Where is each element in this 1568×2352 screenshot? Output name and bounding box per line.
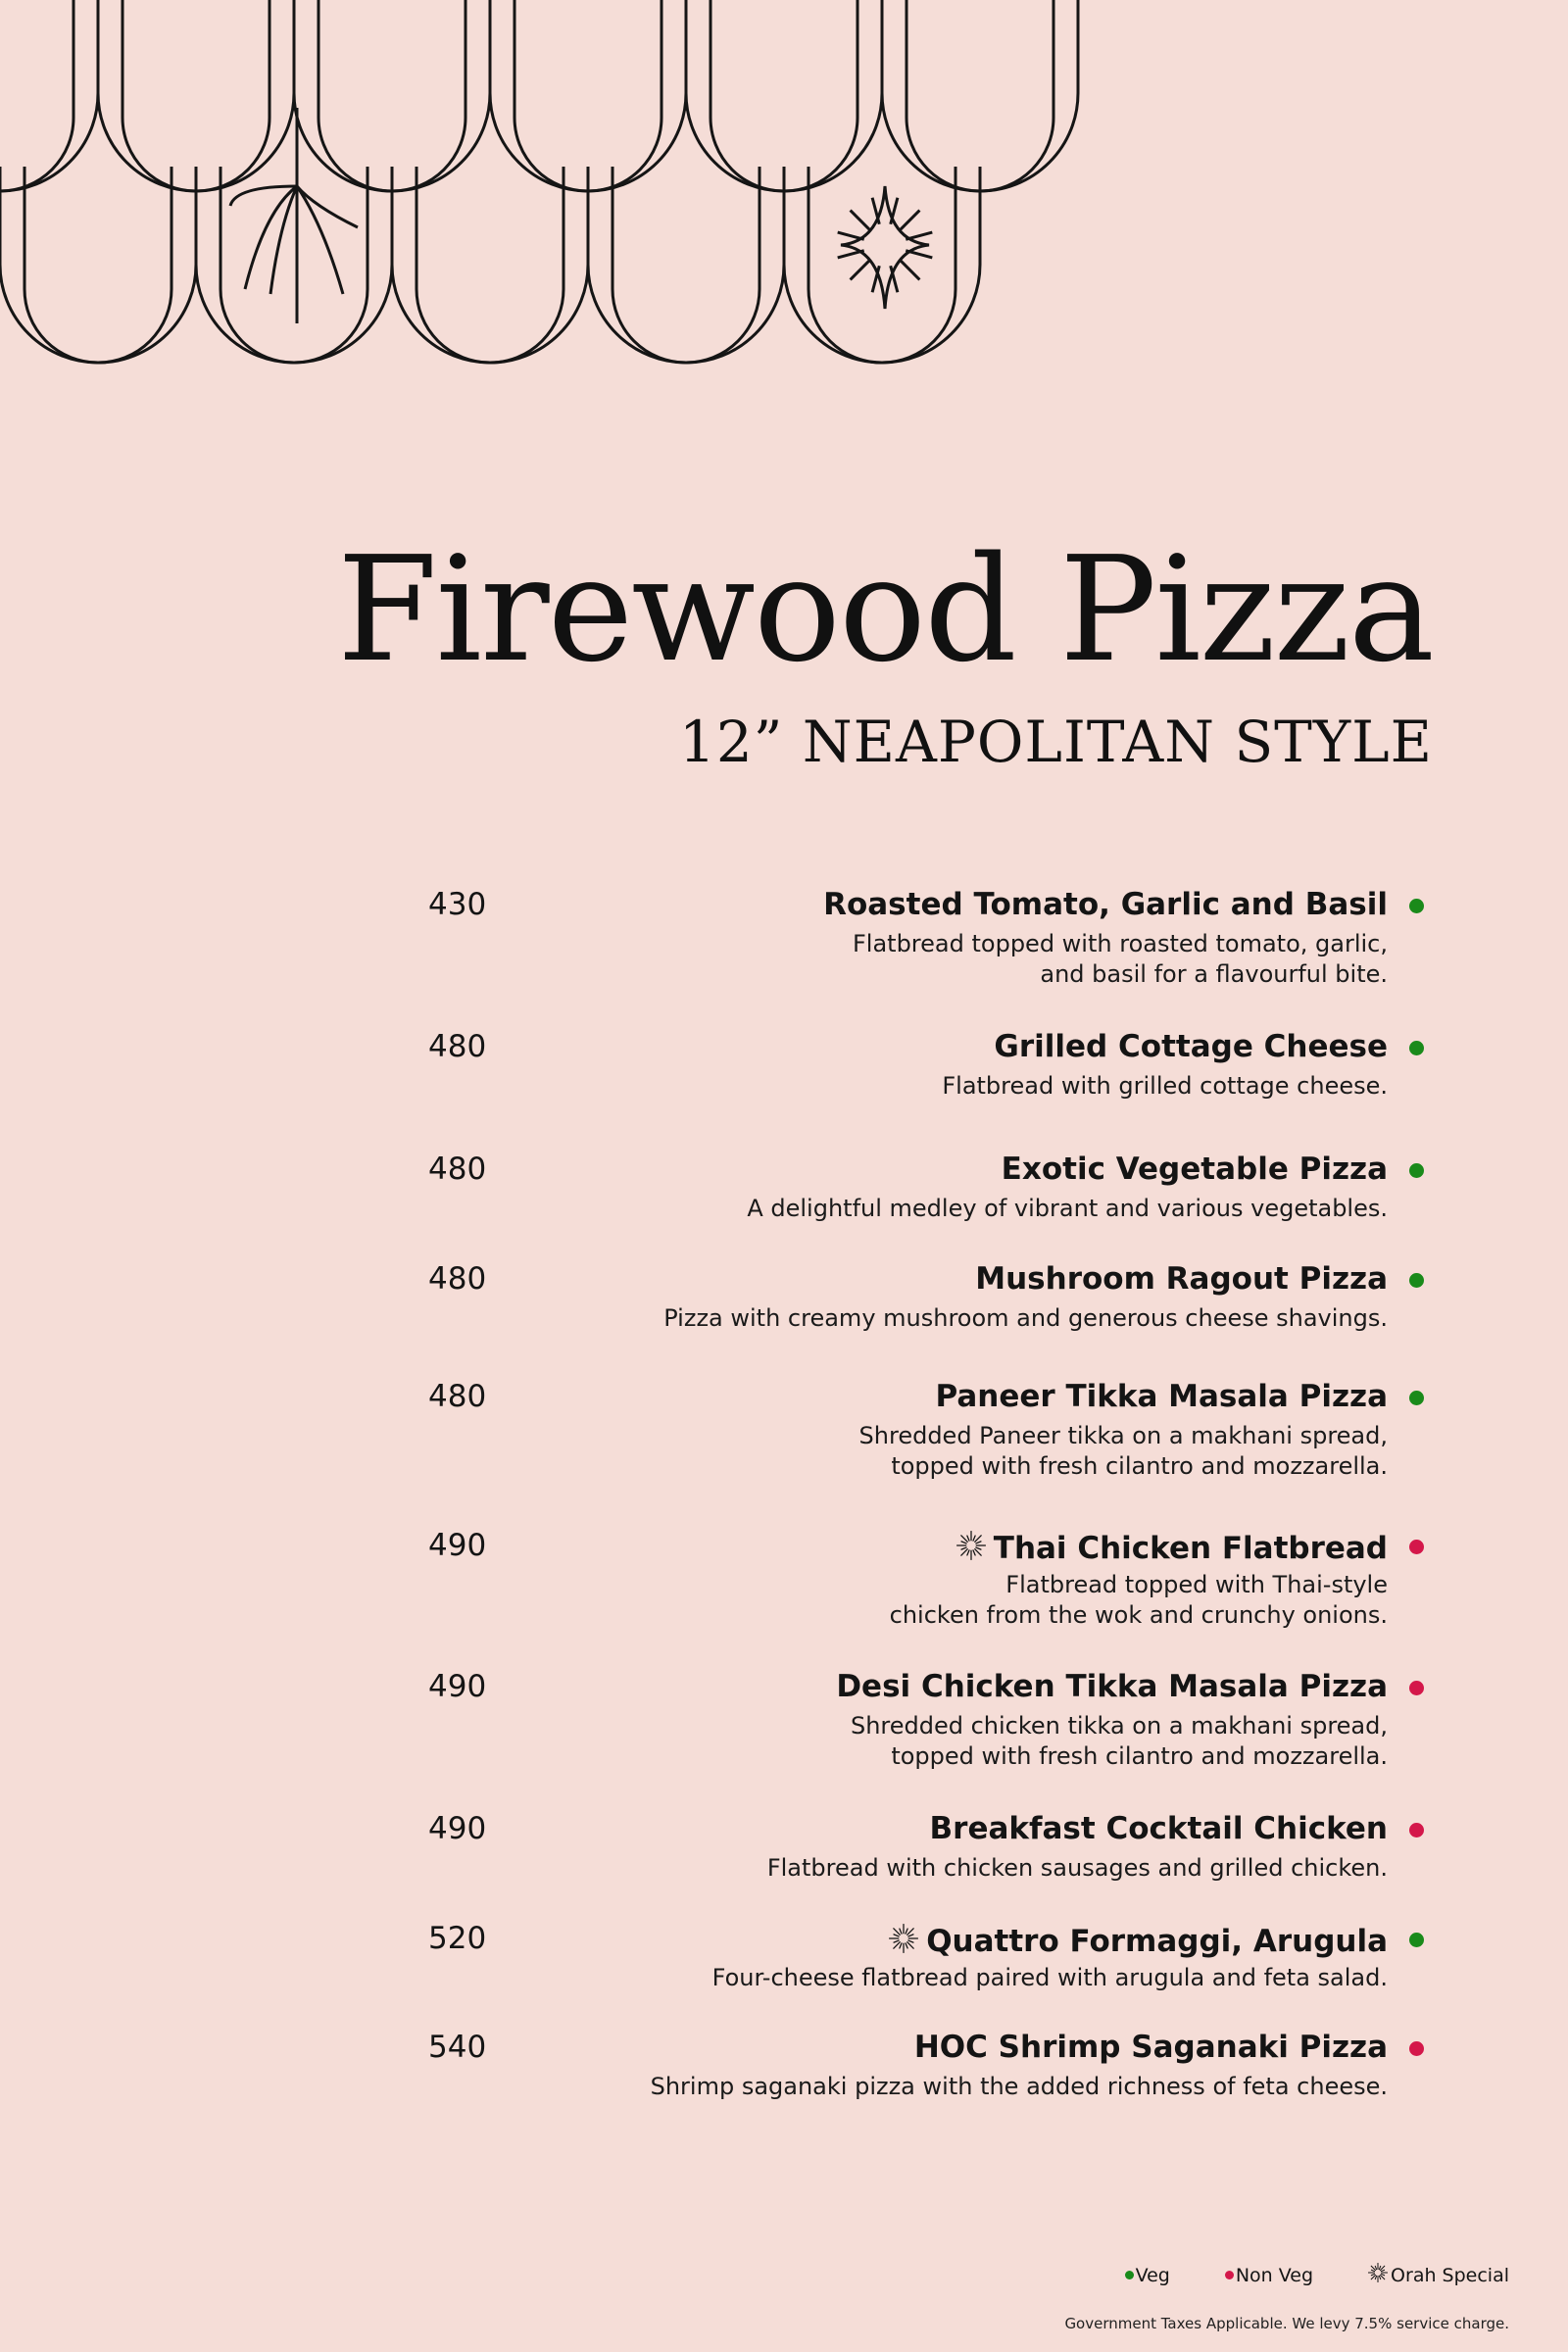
- item-description: [651, 2072, 1388, 2102]
- item-price: 490: [428, 1811, 487, 1846]
- legend-special-label: Orah Special: [1391, 2264, 1509, 2286]
- item-price: 490: [428, 1669, 487, 1704]
- item-name-row: [1002, 1154, 1388, 1185]
- item-name-row: [975, 1261, 1388, 1297]
- item-description-line: A delightful medley of vibrant and various vegetables.: [747, 1195, 1388, 1222]
- item-price: 520: [428, 1921, 487, 1956]
- item-description-line: topped with fresh cilantro and mozzarella.: [891, 1742, 1388, 1770]
- item-name-row: [956, 1531, 1388, 1566]
- item-name: Exotic Vegetable Pizza: [1001, 1152, 1388, 1187]
- item-description-line: Pizza with creamy mushroom and generous cheese shavings.: [663, 1304, 1388, 1332]
- non-veg-dot-icon: [1409, 2041, 1424, 2056]
- item-name: Desi Chicken Tikka Masala Pizza: [836, 1669, 1388, 1704]
- veg-dot-icon: [1409, 1273, 1424, 1288]
- non-veg-dot-icon: [1409, 1540, 1424, 1554]
- item-name: Mushroom Ragout Pizza: [975, 1261, 1388, 1297]
- item-name: Thai Chicken Flatbread: [993, 1530, 1388, 1566]
- non-veg-dot-icon: [1225, 2271, 1234, 2279]
- item-description-line: Shredded chicken tikka on a makhani spread,: [850, 1712, 1388, 1740]
- item-price: 480: [428, 1152, 487, 1187]
- item-name: Breakfast Cocktail Chicken: [929, 1811, 1388, 1846]
- item-name: Grilled Cottage Cheese: [994, 1029, 1388, 1064]
- item-description-line: and basil for a flavourful bite.: [1040, 960, 1388, 988]
- item-description: [851, 1711, 1388, 1772]
- veg-dot-icon: [1409, 1933, 1424, 1947]
- item-name-row: [823, 887, 1388, 922]
- legend-non-veg: [1225, 2265, 1313, 2286]
- legend-veg: [1125, 2265, 1170, 2286]
- veg-dot-icon: [1409, 1163, 1424, 1178]
- item-name-row: [935, 1379, 1388, 1414]
- item-description-line: chicken from the wok and crunchy onions.: [889, 1601, 1388, 1629]
- item-description-line: Flatbread topped with roasted tomato, garlic,: [852, 930, 1388, 957]
- item-price: 480: [428, 1029, 487, 1064]
- item-name: HOC Shrimp Saganaki Pizza: [913, 2030, 1388, 2065]
- item-description: [942, 1071, 1388, 1102]
- item-description-line: Shrimp saganaki pizza with the added richness of feta cheese.: [650, 2073, 1388, 2100]
- item-description: [712, 1963, 1388, 1993]
- item-description: [767, 1853, 1388, 1884]
- item-name: Quattro Formaggi, Arugula: [926, 1923, 1388, 1959]
- non-veg-dot-icon: [1409, 1681, 1424, 1695]
- item-description-line: Shredded Paneer tikka on a makhani spread,: [858, 1422, 1388, 1449]
- item-price: 430: [428, 887, 487, 922]
- item-name-row: [913, 2030, 1388, 2065]
- legend-special: [1368, 2263, 1509, 2287]
- veg-dot-icon: [1409, 899, 1424, 913]
- item-name-row: [994, 1029, 1388, 1064]
- non-veg-dot-icon: [1409, 1823, 1424, 1838]
- item-description-line: Flatbread with chicken sausages and grilled chicken.: [766, 1854, 1388, 1882]
- item-name-row: [929, 1811, 1388, 1846]
- item-description-line: Flatbread topped with Thai-style: [1005, 1571, 1388, 1598]
- page-subtitle: 12” NEAPOLITAN STYLE: [678, 709, 1433, 775]
- item-name: Roasted Tomato, Garlic and Basil: [823, 887, 1388, 922]
- sparkle-icon: [889, 1924, 918, 1959]
- item-description-line: topped with fresh cilantro and mozzarella.: [891, 1452, 1388, 1480]
- item-description: [663, 1303, 1388, 1334]
- item-price: 480: [428, 1379, 487, 1414]
- legend-non-veg-label: Non Veg: [1235, 2264, 1314, 2286]
- item-description-line: Flatbread with grilled cottage cheese.: [942, 1072, 1388, 1100]
- page-title: Firewood Pizza: [336, 525, 1433, 694]
- item-description: [747, 1194, 1388, 1224]
- legend: [1070, 2263, 1509, 2287]
- item-name-row: [889, 1924, 1388, 1959]
- veg-dot-icon: [1409, 1041, 1424, 1055]
- item-description: [890, 1570, 1388, 1631]
- sparkle-icon: [956, 1531, 986, 1566]
- item-description: [859, 1421, 1388, 1482]
- item-name: Paneer Tikka Masala Pizza: [935, 1379, 1388, 1414]
- legend-veg-label: Veg: [1135, 2264, 1170, 2286]
- item-price: 540: [428, 2030, 487, 2065]
- decorative-arch-pattern: [0, 0, 1098, 412]
- item-price: 490: [428, 1528, 487, 1563]
- sparkle-icon: [1368, 2263, 1388, 2287]
- item-price: 480: [428, 1261, 487, 1297]
- item-description-line: Four-cheese flatbread paired with arugula and feta salad.: [711, 1964, 1388, 1991]
- veg-dot-icon: [1125, 2271, 1134, 2279]
- item-name-row: [836, 1669, 1388, 1704]
- veg-dot-icon: [1409, 1391, 1424, 1405]
- footer-note: Government Taxes Applicable. We levy 7.5% service charge.: [1064, 2315, 1509, 2332]
- item-description: [853, 929, 1388, 990]
